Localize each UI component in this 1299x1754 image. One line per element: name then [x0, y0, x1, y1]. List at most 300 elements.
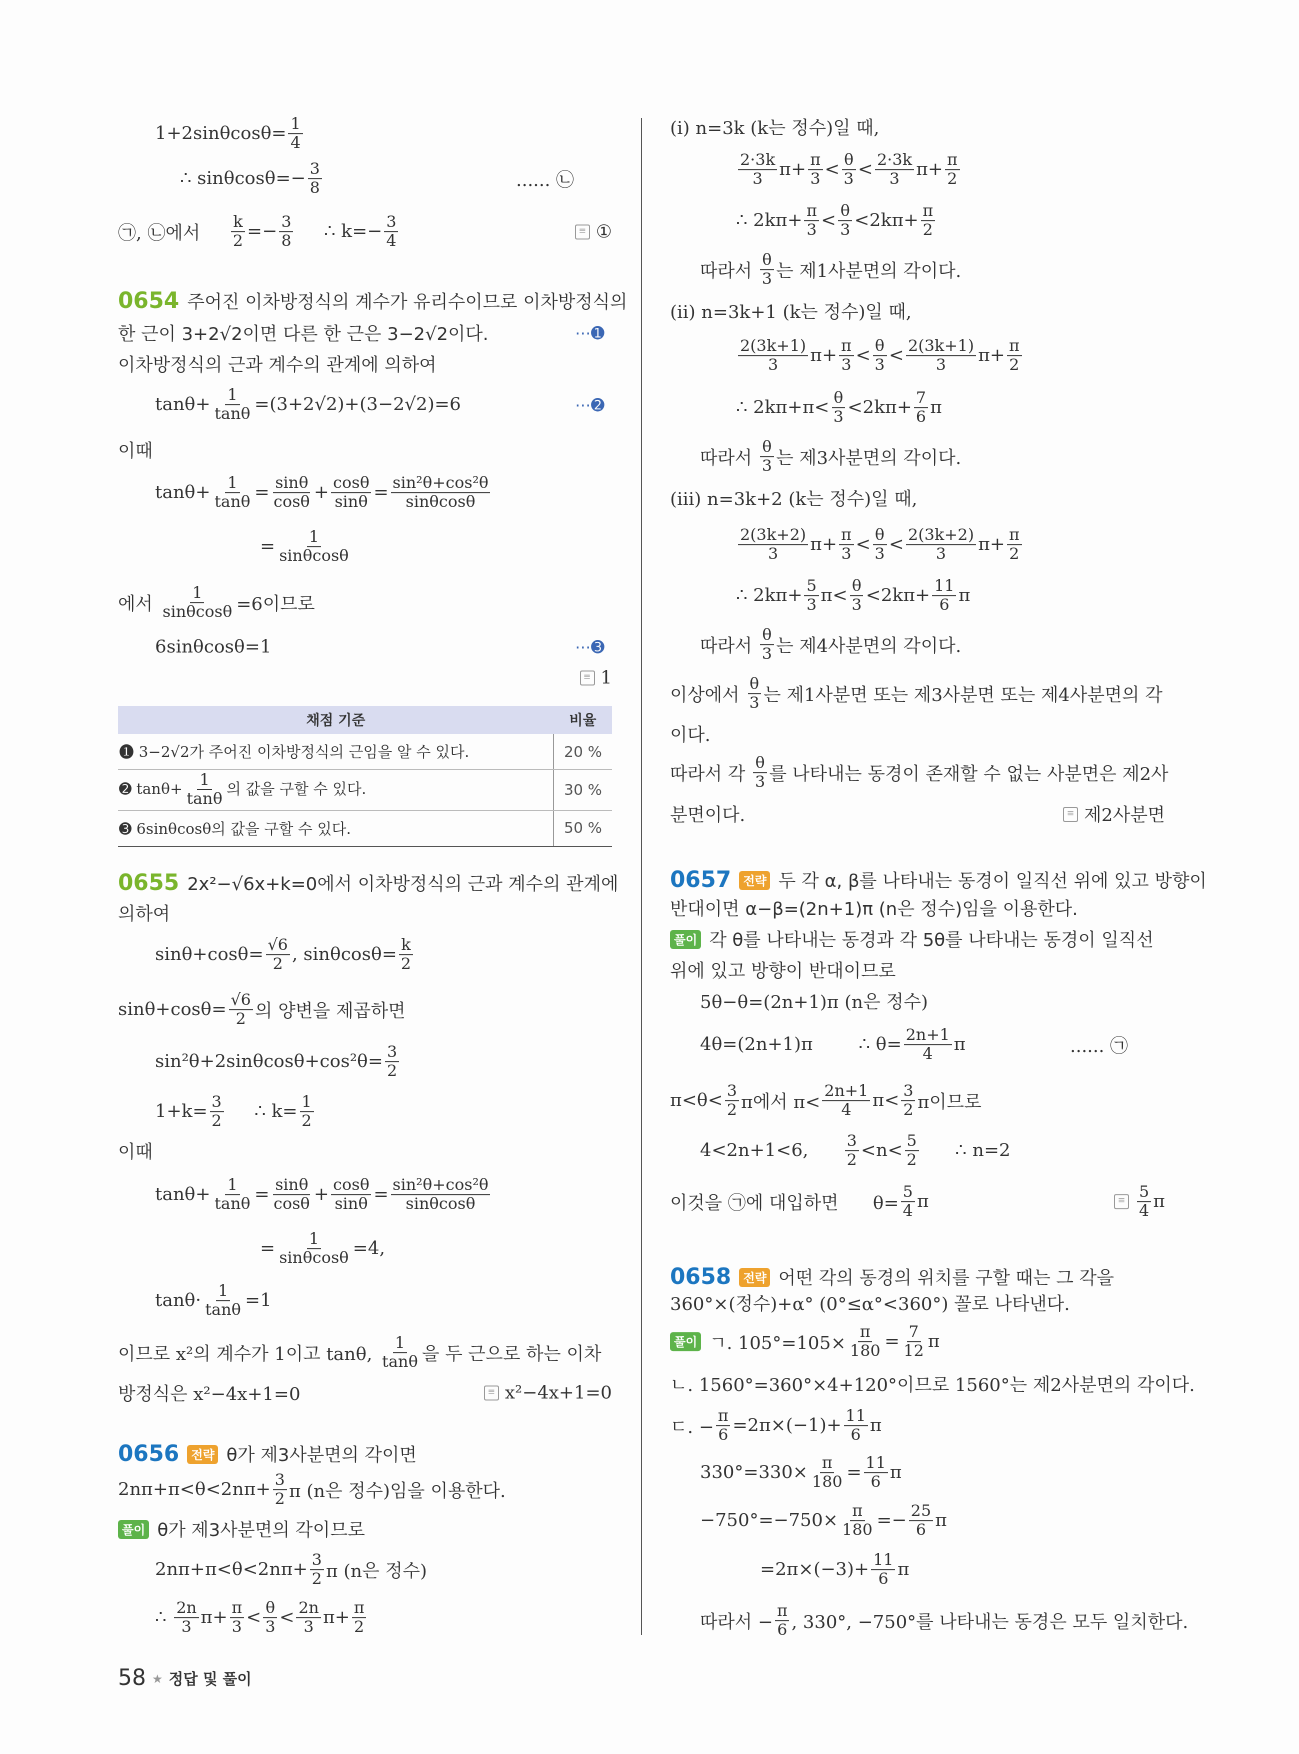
math-text: −750°=−750×: [700, 1510, 839, 1532]
numerator: θ: [843, 150, 854, 170]
fraction: [271, 474, 311, 512]
fraction: [906, 526, 976, 564]
numerator: θ: [762, 625, 772, 645]
problem-0655-header: [118, 870, 618, 896]
denominator: 2: [311, 1569, 322, 1589]
math-text: =: [260, 536, 276, 558]
eq-line: [736, 526, 1024, 564]
math-text: ∴ k=: [225, 1101, 298, 1123]
text-line: 이다.: [670, 725, 711, 746]
denominator: 3: [935, 544, 947, 564]
strategy-badge: 전략: [187, 1445, 218, 1464]
math-text: <2kπ+: [854, 210, 919, 232]
math-text: tanθ·: [155, 1290, 202, 1312]
denominator: 180: [842, 1520, 873, 1540]
step-marker-3: ⋯➌: [575, 637, 605, 657]
math-text: 2nπ+π<θ<2nπ+: [155, 1559, 308, 1581]
strategy-badge: 전략: [739, 871, 770, 890]
numerator: sin²θ+cos²θ: [392, 1175, 489, 1195]
numerator: 11: [934, 576, 955, 596]
answer-icon: ≡: [580, 671, 595, 686]
numerator: π: [717, 1406, 729, 1426]
fraction: [850, 577, 864, 615]
math-text: π: [927, 1331, 940, 1353]
footer-title: 정답 및 풀이: [168, 1670, 252, 1688]
denominator: tanθ: [214, 1194, 251, 1214]
eq-line: [118, 1471, 506, 1509]
text: 두 각 α, β를 나타내는 동경이 일직선 위에 있고 방향이: [778, 871, 1207, 892]
math-text: =2π×(−3)+: [760, 1559, 870, 1581]
fraction: [760, 251, 774, 289]
denominator: 3: [935, 355, 947, 375]
star-icon: ★: [152, 1671, 163, 1686]
text: 어떤 각의 동경의 위치를 구할 때는 그 각을: [778, 1268, 1115, 1289]
math-text: <2kπ+: [847, 397, 912, 419]
problem-0656-header: [118, 1441, 417, 1467]
fraction: [263, 1599, 277, 1637]
page-number: 58: [118, 1666, 146, 1691]
eq-line: [736, 337, 1024, 375]
denominator: 3: [755, 772, 766, 792]
eq-line: [670, 1183, 929, 1221]
fraction: [738, 526, 808, 564]
denominator: 4: [841, 1100, 852, 1120]
case-line: (i) n=3k (k는 정수)일 때,: [670, 118, 880, 139]
denominator: 3: [874, 355, 885, 375]
eq-line: [118, 991, 406, 1029]
denominator: 3: [767, 544, 779, 564]
problem-0657-header: [670, 867, 1207, 893]
eq-line: [700, 1026, 966, 1064]
fraction: [725, 1082, 739, 1120]
numerator: θ: [755, 753, 765, 773]
fraction: [840, 1502, 875, 1540]
numerator: θ: [762, 437, 772, 457]
answer-text: 1: [600, 667, 612, 689]
fraction: [844, 1407, 868, 1445]
math-text: π: [889, 1462, 902, 1484]
math-text: +: [313, 482, 330, 504]
answer-icon: ≡: [484, 1386, 499, 1401]
eq-line: [118, 213, 400, 251]
table-row: [118, 810, 612, 846]
math-text: 1+k=: [155, 1101, 208, 1123]
eq-line: [670, 675, 1163, 713]
numerator: 25: [910, 1501, 932, 1521]
problem-number: 0658: [670, 1264, 732, 1290]
denominator: 4: [386, 231, 397, 251]
math-text: =: [373, 482, 389, 504]
math-text: ㄱ. 105°=105×: [709, 1333, 846, 1354]
numerator: 2n+1: [824, 1081, 869, 1101]
math-text: 4θ=(2n+1)π ∴ θ=: [700, 1034, 902, 1056]
fraction: [906, 337, 976, 375]
fraction: [352, 1599, 367, 1637]
text-line: 한 근이 3+2√2이면 다른 한 근은 3−2√2이다.: [118, 324, 489, 345]
eq: [709, 1323, 940, 1361]
step-marker-1: ⋯➊: [575, 323, 605, 343]
denominator: 3: [752, 169, 763, 189]
denominator: 3: [265, 1617, 276, 1637]
numerator: θ: [833, 388, 844, 408]
ratio: 30 %: [554, 770, 613, 811]
fraction: [753, 754, 767, 792]
eq-line: [155, 1176, 492, 1214]
fraction: [945, 151, 960, 189]
fraction: [873, 337, 887, 375]
math-text: +: [313, 1184, 330, 1206]
denominator: 6: [777, 1620, 788, 1640]
answer-text: x²−4x+1=0: [504, 1382, 612, 1404]
math-text: <2kπ+: [865, 585, 931, 607]
eq-line: [260, 1230, 385, 1268]
eq-line: [155, 936, 415, 974]
fraction: [1007, 337, 1022, 375]
fraction: [308, 160, 322, 198]
math-text: =2π×(−1)+: [732, 1415, 842, 1437]
problem-number: 0654: [118, 288, 180, 314]
denominator: 2: [947, 169, 958, 189]
math-text: =: [260, 1238, 276, 1260]
math-text: =4,: [352, 1238, 386, 1260]
ratio: 20 %: [554, 734, 613, 770]
math-text: <: [824, 159, 840, 181]
denominator: 3: [810, 169, 821, 189]
denominator: 8: [281, 231, 292, 251]
numerator: 1: [394, 1333, 406, 1353]
math-text: =−: [876, 1510, 907, 1532]
scoring-table: [118, 706, 612, 847]
denominator: 4: [922, 1044, 933, 1064]
math-text: 따라서: [700, 448, 758, 469]
math-text: <: [888, 345, 904, 367]
math-text: 따라서: [700, 636, 758, 657]
text-line: 의하여: [118, 904, 171, 925]
criteria: [118, 734, 554, 770]
numerator: 2n+1: [905, 1025, 950, 1045]
fraction: [873, 526, 887, 564]
numerator: θ: [762, 250, 772, 270]
step-marker-2: ⋯➋: [575, 395, 605, 415]
eq-line: [736, 202, 937, 240]
math-text: sin²θ+2sinθcosθ+cos²θ=: [155, 1051, 383, 1073]
math-text: 따라서 각: [670, 764, 751, 785]
numerator: θ: [265, 1598, 276, 1618]
eq-line: [155, 115, 305, 153]
denominator: 6: [878, 1569, 889, 1589]
numerator: 1: [227, 1175, 238, 1195]
math-text: =: [373, 1184, 389, 1206]
fraction: [331, 474, 371, 512]
math-text: ∴ sinθcosθ=−: [180, 168, 306, 190]
math-text: ➌ 6sinθcosθ의 값을 구할 수 있다.: [119, 819, 351, 838]
fraction: [864, 1454, 888, 1492]
numerator: 1: [227, 385, 238, 405]
fraction: [905, 1132, 919, 1170]
math-text: 를 나타내는 동경이 존재할 수 없는 사분면은 제2사: [769, 764, 1169, 785]
math-text: =−: [247, 221, 278, 243]
answer-icon: ≡: [1114, 1195, 1129, 1210]
math-text: <: [279, 1607, 295, 1629]
denominator: 8: [309, 178, 320, 198]
math-text: tanθ+: [155, 1184, 211, 1206]
denominator: 6: [939, 595, 950, 615]
math-text: ∴ 2kπ+π<: [736, 397, 830, 419]
fraction: [277, 1230, 351, 1268]
fraction: [804, 202, 819, 240]
text: 각 θ를 나타내는 동경과 각 5θ를 나타내는 동경이 일직선: [709, 930, 1154, 951]
eq-line: [155, 1551, 427, 1589]
numerator: 3: [309, 159, 320, 179]
eq-line: [760, 1551, 909, 1589]
math-text: 의 양변을 제곱하면: [254, 1001, 406, 1022]
numerator: π: [859, 1322, 871, 1342]
denominator: 4: [1138, 1201, 1150, 1221]
eq-line: ㄴ. 1560°=360°×4+120°이므로 1560°는 제2사분면의 각이다.: [670, 1375, 1195, 1396]
numerator: √6: [230, 990, 251, 1010]
math-text: 이므로 x²의 계수가 1이고 tanθ,: [118, 1344, 379, 1365]
fraction: [831, 389, 845, 427]
eq-line: [736, 151, 962, 189]
eq-line: [155, 474, 492, 512]
eq-line: [180, 160, 324, 198]
table-row: [118, 770, 612, 811]
math-text: =: [884, 1331, 900, 1353]
solution-line: [670, 1323, 940, 1361]
fraction: [875, 151, 914, 189]
eq-line: 6sinθcosθ=1: [155, 636, 272, 658]
denominator: 6: [870, 1472, 881, 1492]
math-text: ∴: [155, 1607, 173, 1629]
numerator: π: [821, 1453, 833, 1473]
denominator: 3: [841, 355, 852, 375]
case-line: (iii) n=3k+2 (k는 정수)일 때,: [670, 489, 918, 510]
denominator: 3: [231, 1617, 242, 1637]
numerator: 3: [311, 1550, 322, 1570]
numerator: π: [1008, 336, 1020, 356]
numerator: 1: [217, 1281, 229, 1301]
table-row: [118, 734, 612, 770]
problem-number: 0655: [118, 870, 180, 896]
math-text: =6이므로: [236, 594, 315, 615]
math-text: <: [857, 159, 873, 181]
numerator: 1: [290, 114, 301, 134]
math-text: <: [820, 210, 837, 232]
math-text: π이므로: [917, 1092, 982, 1113]
math-text: 따라서: [700, 261, 758, 282]
fraction: [845, 1132, 859, 1170]
numerator: π: [922, 201, 934, 221]
numerator: θ: [874, 336, 885, 356]
fraction: [842, 151, 856, 189]
fraction: [231, 213, 245, 251]
numerator: 2n: [176, 1598, 197, 1618]
solution-line: [118, 1516, 365, 1542]
eq-line: [118, 1334, 601, 1372]
fraction: [810, 1454, 845, 1492]
fraction: [300, 1093, 314, 1131]
denominator: 180: [811, 1472, 843, 1492]
fraction: [273, 1471, 287, 1509]
math-text: <n<: [860, 1140, 903, 1162]
math-text: =: [846, 1462, 862, 1484]
fraction: [716, 1407, 731, 1445]
denominator: tanθ: [205, 1300, 242, 1320]
eq-line: [260, 528, 353, 566]
eq-line: [155, 1043, 401, 1081]
denominator: sinθcosθ: [279, 546, 349, 566]
solution-badge: 풀이: [670, 1333, 701, 1352]
denominator: sinθ: [334, 1194, 368, 1214]
denominator: 2: [274, 1489, 285, 1509]
math-text: <: [888, 534, 904, 556]
denominator: 3: [833, 407, 844, 427]
solution-badge: 풀이: [118, 1520, 149, 1539]
denominator: 2: [400, 954, 412, 974]
eq-line: [670, 1407, 882, 1445]
math-text: 는 제1사분면 또는 제3사분면 또는 제4사분면의 각: [763, 685, 1163, 706]
math-text: ➊ 3−2√2가 주어진 이차방정식의 근임을 알 수 있다.: [119, 743, 470, 761]
math-text: π: [897, 1559, 910, 1581]
fraction: [185, 771, 225, 809]
denominator: 6: [718, 1425, 729, 1445]
fraction: [391, 1176, 491, 1214]
denominator: 6: [915, 407, 927, 427]
denominator: 2: [922, 220, 933, 240]
math-text: π+: [200, 1607, 228, 1629]
math-text: π: [916, 1191, 929, 1213]
eq-line: [700, 1132, 1010, 1170]
fraction: [331, 1176, 371, 1214]
fraction: [210, 1093, 224, 1131]
math-text: π+: [978, 345, 1005, 367]
eq-line: 5θ−θ=(2n+1)π (n은 정수): [700, 992, 928, 1013]
fraction: [909, 1502, 933, 1540]
answer: [1063, 801, 1165, 827]
eq-line: [700, 1602, 1188, 1640]
fraction: [921, 202, 936, 240]
denominator: 3: [749, 693, 760, 713]
denominator: 6: [850, 1425, 861, 1445]
math-text: <: [855, 345, 871, 367]
numerator: cosθ: [333, 1175, 370, 1195]
text-line: 이때: [118, 1142, 153, 1163]
denominator: 3: [761, 269, 773, 289]
numerator: 3: [211, 1092, 222, 1112]
denominator: 3: [767, 355, 779, 375]
denominator: 3: [806, 595, 817, 615]
fraction: [229, 991, 253, 1029]
denominator: 12: [903, 1341, 924, 1361]
eq-line: [700, 251, 961, 289]
numerator: 3: [386, 1042, 398, 1062]
answer: [484, 1383, 612, 1404]
fraction: [391, 474, 491, 512]
header-criteria: 채점 기준: [118, 706, 554, 734]
text-line: 분면이다.: [670, 805, 746, 826]
answer-text: ①: [595, 221, 612, 243]
problem-0654-header: [118, 288, 627, 314]
denominator: 2: [211, 1111, 222, 1131]
denominator: tanθ: [382, 1352, 418, 1372]
fraction: [212, 474, 252, 512]
text: 주어진 이차방정식의 계수가 유리수이므로 이차방정식의: [187, 292, 628, 313]
numerator: 5: [1138, 1182, 1150, 1202]
text-line: 이차방정식의 근과 계수의 관계에 의하여: [118, 355, 437, 376]
fraction: [760, 438, 774, 476]
math-text: π: [953, 1034, 966, 1056]
fraction: [904, 1026, 952, 1064]
fraction: [203, 1282, 243, 1320]
eq-line: [155, 1282, 272, 1320]
answer: [1114, 1183, 1165, 1221]
text-line: 반대이면 α−β=(2n+1)π (n은 정수)임을 이용한다.: [670, 899, 1078, 920]
answer: [575, 222, 612, 243]
math-text: ➋ tanθ+: [119, 779, 183, 798]
math-text: ∴ 2kπ+: [736, 210, 803, 232]
eq-line: [700, 1454, 902, 1492]
numerator: θ: [749, 674, 760, 694]
math-text: ∴ 2kπ+: [736, 585, 803, 607]
fraction: [266, 936, 290, 974]
fraction: [848, 1323, 883, 1361]
solution-line: [670, 926, 1154, 952]
denominator: 2: [906, 1150, 917, 1170]
fraction: [822, 1082, 870, 1120]
fraction: [808, 151, 823, 189]
fraction: [385, 1043, 399, 1081]
math-text: π+: [779, 159, 807, 181]
math-text: <: [246, 1607, 262, 1629]
math-text: ∴ n=2: [920, 1140, 1011, 1162]
fraction: [760, 626, 774, 664]
numerator: 1: [308, 527, 320, 547]
math-text: 이상에서: [670, 685, 746, 706]
denominator: 3: [840, 220, 851, 240]
fraction: [161, 584, 235, 622]
problem-number: 0656: [118, 1441, 180, 1467]
fraction: [901, 1183, 915, 1221]
fraction: [838, 202, 852, 240]
fraction: [914, 389, 928, 427]
math-text: , sinθcosθ=: [291, 944, 397, 966]
denominator: 3: [303, 1617, 314, 1637]
fraction: [932, 577, 956, 615]
denominator: 3: [874, 544, 885, 564]
math-text: π<: [820, 585, 848, 607]
denominator: 2: [235, 1009, 246, 1029]
fraction: [288, 115, 302, 153]
numerator: 3: [903, 1081, 914, 1101]
denominator: 3: [841, 544, 852, 564]
numerator: 5: [902, 1182, 913, 1202]
eq-line: [700, 1502, 947, 1540]
numerator: 11: [873, 1550, 894, 1570]
math-text: π<: [872, 1090, 900, 1112]
numerator: π: [810, 150, 821, 170]
math-text: π: [935, 1510, 947, 1532]
fraction: [1007, 526, 1022, 564]
text: θ가 제3사분면의 각이므로: [157, 1520, 365, 1541]
numerator: 5: [806, 576, 817, 596]
math-text: ㄷ. −: [670, 1417, 714, 1438]
math-text: π+: [322, 1607, 350, 1629]
math-text: , 330°, −750°를 나타내는 동경은 모두 일치한다.: [791, 1612, 1189, 1633]
answer-icon: ≡: [575, 225, 590, 240]
numerator: 5: [906, 1131, 917, 1151]
text-line: 이때: [118, 441, 153, 462]
math-text: π: [958, 585, 971, 607]
